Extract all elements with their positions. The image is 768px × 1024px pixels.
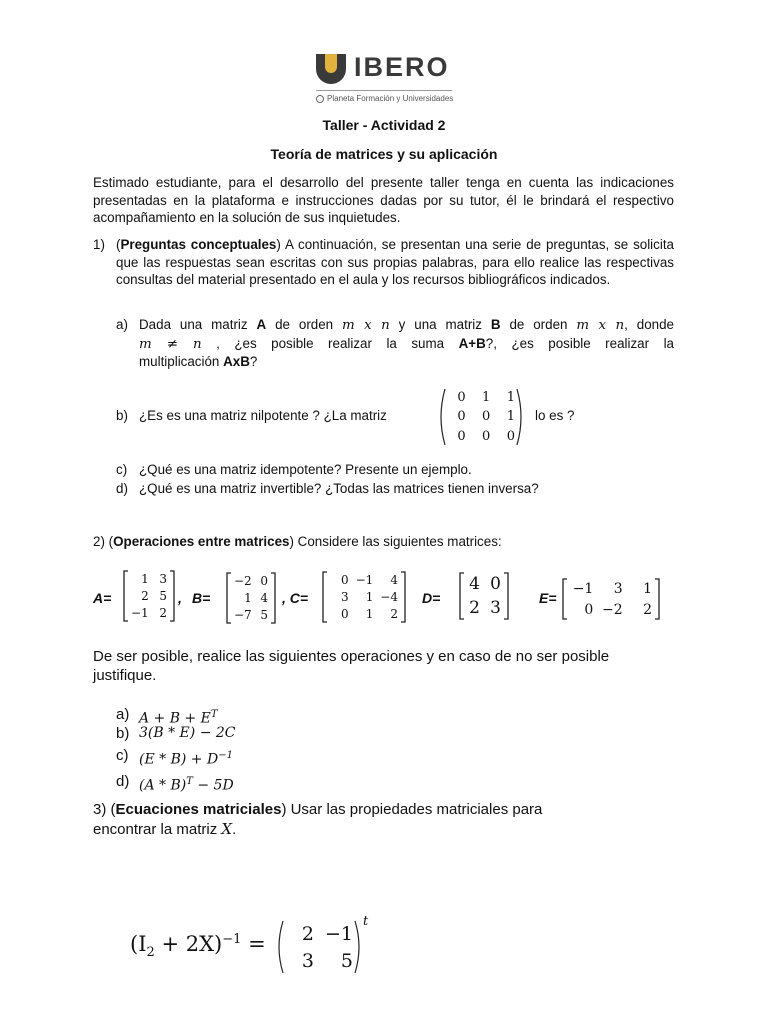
item-1d-letter: d) <box>116 481 128 496</box>
matrix-cell: 0 <box>457 428 466 444</box>
matrix-cell: 4 <box>469 574 480 594</box>
nilpotent-matrix <box>438 388 524 446</box>
matrix-cell: 1 <box>482 390 491 406</box>
matrix-cell: 2 <box>643 601 652 618</box>
operation-letter: a) <box>116 706 130 723</box>
matrix-cell: 0 <box>457 390 466 406</box>
matrix-cell: 4 <box>260 590 268 605</box>
matrix-cell: 0 <box>341 572 349 587</box>
matrix-cell: 0 <box>584 601 594 618</box>
document-subtitle: Teoría de matrices y su aplicación <box>270 146 498 162</box>
matrix-A-label: A= <box>93 590 112 606</box>
matrix-cell: 1 <box>365 589 374 604</box>
matrix-equation-lhs: $(I_2 + 2X)^{-1}$ = <box>130 932 266 961</box>
logo-divider <box>316 90 452 91</box>
section1-heading: Preguntas conceptuales <box>120 237 277 252</box>
matrix-cell: 5 <box>260 608 268 623</box>
logo-text: IBERO <box>354 52 450 82</box>
section2-heading-line: 2) (Operaciones entre matrices) Considere las siguientes matrices: <box>93 534 502 549</box>
document-title: Taller - Actividad 2 <box>322 117 446 133</box>
matrix-cell: 3 <box>159 571 167 586</box>
matrix-cell: 0 <box>482 409 491 425</box>
item-1b-after: lo es ? <box>535 408 575 423</box>
matrix-cell: 2 <box>469 598 480 618</box>
operation-expression: $(E * B) + D^{-1}$ <box>139 750 233 768</box>
matrix-cell: 1 <box>506 409 515 425</box>
operation-letter: b) <box>116 725 130 742</box>
matrix-cell: 1 <box>365 607 374 622</box>
matrix-cell: −7 <box>234 608 252 623</box>
matrix-cell: −2 <box>234 573 252 588</box>
matrix-cell: 3 <box>490 598 501 618</box>
matrix-D-label: D= <box>422 590 441 606</box>
matrix-cell: −4 <box>380 589 398 604</box>
ibero-logo-icon <box>316 54 346 84</box>
operation-expression: 3(B * E) − 2C <box>139 725 236 741</box>
operation-letter: c) <box>116 747 129 764</box>
operation-expression: $A + B + E^T$ <box>139 709 218 727</box>
section3-heading: Ecuaciones matriciales <box>115 801 282 818</box>
matrix-E <box>561 578 661 620</box>
matrix-cell: 2 <box>390 607 398 622</box>
matrix-B <box>225 572 277 624</box>
matrix-cell: 1 <box>643 580 652 597</box>
item-1a-text: Dada una matriz A de orden m x n y una matriz B de orden m x n, donde m ≠ n , ¿es posible realizar la suma A+B?, ¿es posible realizar la multiplicación AxB? <box>139 317 675 369</box>
matrix-cell: 5 <box>340 949 353 972</box>
matrix-cell: 0 <box>260 573 268 588</box>
globe-icon <box>316 95 324 103</box>
section3-line1: 3) (Ecuaciones matriciales) Usar las propiedades matriciales para <box>93 801 543 818</box>
section2-heading: Operaciones entre matrices <box>113 534 290 549</box>
intro-paragraph: Estimado estudiante, para el desarrollo del presente taller tenga en cuenta las indicaciones presentadas en la plataforma e instrucciones dadas por su tutor, él le brindará el respectivo acompañamiento en la solución de sus inquietudes. <box>93 175 674 225</box>
matrix-cell: −1 <box>131 606 149 621</box>
matrix-C-label: , C= <box>282 590 309 606</box>
section1-paragraph: (Preguntas conceptuales) A continuación, se presentan una serie de preguntas, se solicita que las respuestas sean escritas con sus propias palabras, para ello realice las respectivas consultas del material presentado en el aula y los recursos bibliográficos indicados. <box>116 237 674 287</box>
item-1c-text: ¿Qué es una matriz idempotente? Presente un ejemplo. <box>139 462 472 477</box>
equation-transpose-exp: t <box>363 914 369 929</box>
matrix-cell: 3 <box>341 589 349 604</box>
item-1d-text: ¿Qué es una matriz invertible? ¿Todas las matrices tienen inversa? <box>139 481 539 496</box>
matrix-cell: −2 <box>602 601 623 618</box>
matrix-cell: 5 <box>159 588 167 603</box>
matrix-cell: 0 <box>482 428 491 444</box>
matrix-cell: −1 <box>572 580 594 597</box>
matrix-cell: 3 <box>613 580 623 597</box>
matrix-A <box>122 570 176 622</box>
matrix-cell: 1 <box>141 571 149 586</box>
section3-line2: encontrar la matriz X. <box>93 820 237 838</box>
matrix-E-label: E= <box>539 590 557 606</box>
logo-subtitle: Planeta Formación y Universidades <box>327 94 454 103</box>
item-1a-letter: a) <box>116 317 128 332</box>
item-1b-text: ¿Es es una matriz nilpotente ? ¿La matriz <box>139 408 387 423</box>
matrix-cell: 3 <box>301 949 314 972</box>
ibero-logo <box>316 52 456 104</box>
matrix-cell: −1 <box>324 922 353 945</box>
matrix-cell: 0 <box>341 607 349 622</box>
matrix-C <box>321 571 407 623</box>
section2-instruction: De ser posible, realice las siguientes operaciones y en caso de no ser posible justifique. <box>93 648 610 684</box>
matrix-cell: −1 <box>355 572 374 587</box>
operation-letter: d) <box>116 773 130 790</box>
matrix-D <box>458 572 510 620</box>
matrix-cell: 1 <box>244 590 252 605</box>
matrix-cell: 0 <box>457 409 466 425</box>
matrix-cell: 2 <box>159 606 167 621</box>
item-1b-letter: b) <box>116 408 128 423</box>
matrix-cell: 1 <box>506 390 515 406</box>
matrix-cell: 0 <box>490 574 501 594</box>
section1-number: 1) <box>93 237 105 252</box>
matrix-cell: 4 <box>390 572 398 587</box>
item-1c-letter: c) <box>116 462 128 477</box>
matrix-cell: 2 <box>141 588 149 603</box>
matrix-A-separator: , <box>178 590 182 606</box>
operation-expression: (A * B)$^T$ − 5D <box>139 776 234 794</box>
equation-matrix <box>276 920 362 974</box>
matrix-cell: 0 <box>506 428 515 444</box>
matrix-cell: 2 <box>301 922 314 945</box>
matrix-B-label: B= <box>192 590 211 606</box>
